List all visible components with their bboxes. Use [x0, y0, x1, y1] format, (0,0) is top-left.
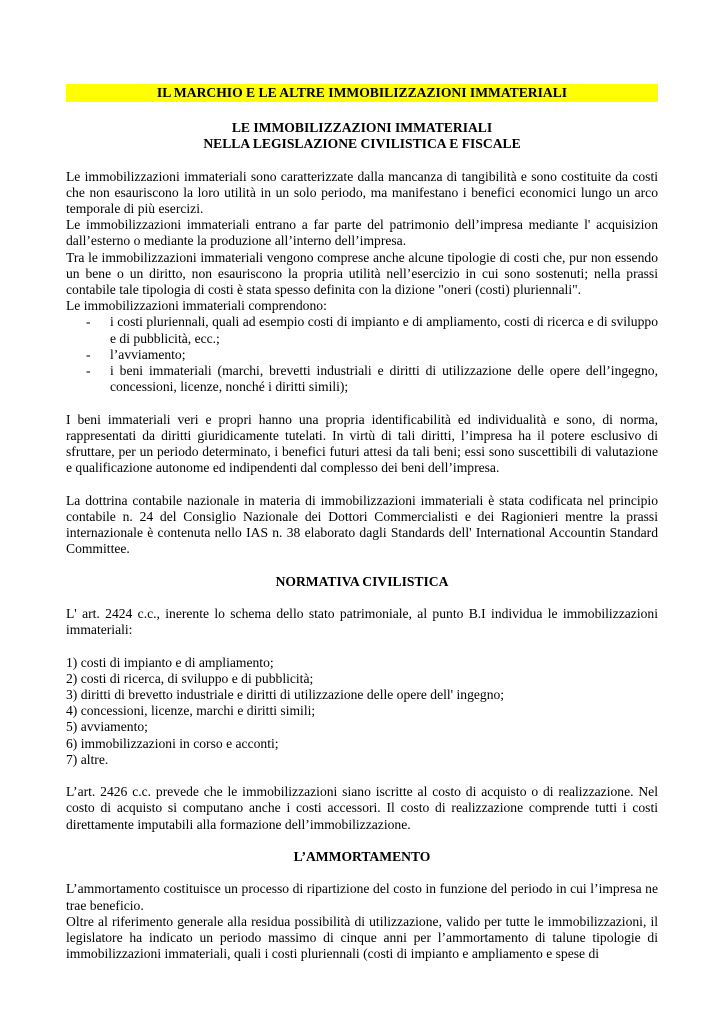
list-item-text: l’avviamento;: [110, 346, 186, 362]
intro-paragraph-1: Le immobilizzazioni immateriali sono caratterizzate dalla mancanza di tangibilità e sono costituite da costi che non esauriscono la loro utilità in un solo periodo, ma manifestano i benefici economici lungo un arco temporale di più esercizi.: [66, 168, 658, 216]
heading-ammortamento: L’AMMORTAMENTO: [293, 849, 431, 865]
list-item-text: i beni immateriali (marchi, brevetti industriali e diritti di utilizzazione delle opere dell’ingegno, concessioni, licenze, nonché i diritti simili);: [110, 363, 658, 395]
list-dash: -: [86, 346, 91, 362]
subtitle-line-1: LE IMMOBILIZZAZIONI IMMATERIALI: [231, 120, 493, 135]
intro-paragraph-3: Tra le immobilizzazioni immateriali vengono comprese anche alcune tipologie di costi che, pur non essendo un bene o un diritto, non esauriscono la propria utilità nell’esercizio in cui sono sostenuti; nella prassi contabile tale tipologia di costi è stata spesso definita con la dizione "oneri (costi) pluriennali".: [66, 249, 658, 298]
heading-normativa-civilistica: NORMATIVA CIVILISTICA: [275, 573, 449, 589]
paragraph-dottrina: La dottrina contabile nazionale in materia di immobilizzazioni immateriali è stata codificata nel principio contabile n. 24 del Consiglio Nazionale dei Dottori Commercialisti e dei Ragionieri mentre la prassi internazionale è contenuta nello IAS n. 38 elaborato dagli Standards dell' International Accountin Standard Committee.: [66, 492, 658, 557]
list-item: [66, 363, 658, 395]
components-list: [66, 314, 658, 395]
paragraph-beni-immateriali: I beni immateriali veri e propri hanno una propria identificabilità ed individualità e sono, di norma, rappresentati da diritti giuridicamente tutelati. In virtù di tali diritti, l’impresa ha il potere esclusivo di sfruttare, per un periodo determinato, i benefici futuri attesi da tali beni; essi sono suscettibili di valutazione e qualificazione autonome ed indipendenti dal complesso dei beni dell’impresa.: [66, 411, 658, 476]
numbered-item: 3) diritti di brevetto industriale e diritti di utilizzazione delle opere dell' ingegno;: [66, 687, 505, 703]
list-item: [66, 347, 658, 363]
paragraph-art-2426: L’art. 2426 c.c. prevede che le immobilizzazioni siano iscritte al costo di acquisto o di realizzazione. Nel costo di acquisto si computano anche i costi accessori. Il costo di realizzazione comprende tutti i costi direttamente imputabili alla formazione dell’immobilizzazione.: [66, 784, 658, 832]
list-dash: -: [86, 314, 91, 330]
numbered-item: 2) costi di ricerca, di sviluppo e di pubblicità;: [66, 670, 314, 686]
numbered-item: 6) immobilizzazioni in corso e acconti;: [66, 735, 279, 751]
list-dash: -: [86, 363, 91, 379]
paragraph-ammortamento-2: Oltre al riferimento generale alla residua possibilità di utilizzazione, valido per tutte le immobilizzazioni, il legislatore ha indicato un periodo massimo di cinque anni per l’ammortamento di talune tipologie di immobilizzazioni immateriali, quali i costi pluriennali (costi di impianto e ampliamento e spese di: [66, 913, 658, 962]
numbered-item: 7) altre.: [66, 751, 109, 767]
intro-paragraph-2: Le immobilizzazioni immateriali entrano a far parte del patrimonio dell’impresa mediante l' acquisizion dall’esterno o mediante la produzione all’interno dell’impresa.: [66, 217, 658, 249]
document-page: [66, 84, 658, 962]
list-item-text: i costi pluriennali, quali ad esempio costi di impianto e di ampliamento, costi di ricerca e di sviluppo e di pubblicità, ecc.;: [110, 314, 658, 346]
numbered-item: 5) avviamento;: [66, 719, 148, 735]
paragraph-art-2424: L' art. 2424 c.c., inerente lo schema dello stato patrimoniale, al punto B.I individua le immobilizzazioni immateriali:: [66, 606, 658, 638]
paragraph-ammortamento-1: L’ammortamento costituisce un processo di ripartizione del costo in funzione del periodo in cui l’impresa ne trae beneficio.: [66, 881, 658, 913]
intro-paragraph-4: Le immobilizzazioni immateriali comprendono:: [66, 298, 327, 314]
document-title: IL MARCHIO E LE ALTRE IMMOBILIZZAZIONI IMMATERIALI: [66, 84, 658, 102]
numbered-item: 4) concessioni, licenze, marchi e diritti simili;: [66, 703, 316, 719]
numbered-list: [66, 655, 658, 768]
subtitle-line-2: NELLA LEGISLAZIONE CIVILISTICA E FISCALE: [203, 136, 521, 152]
numbered-item: 1) costi di impianto e di ampliamento;: [66, 654, 274, 670]
list-item: [66, 314, 658, 346]
